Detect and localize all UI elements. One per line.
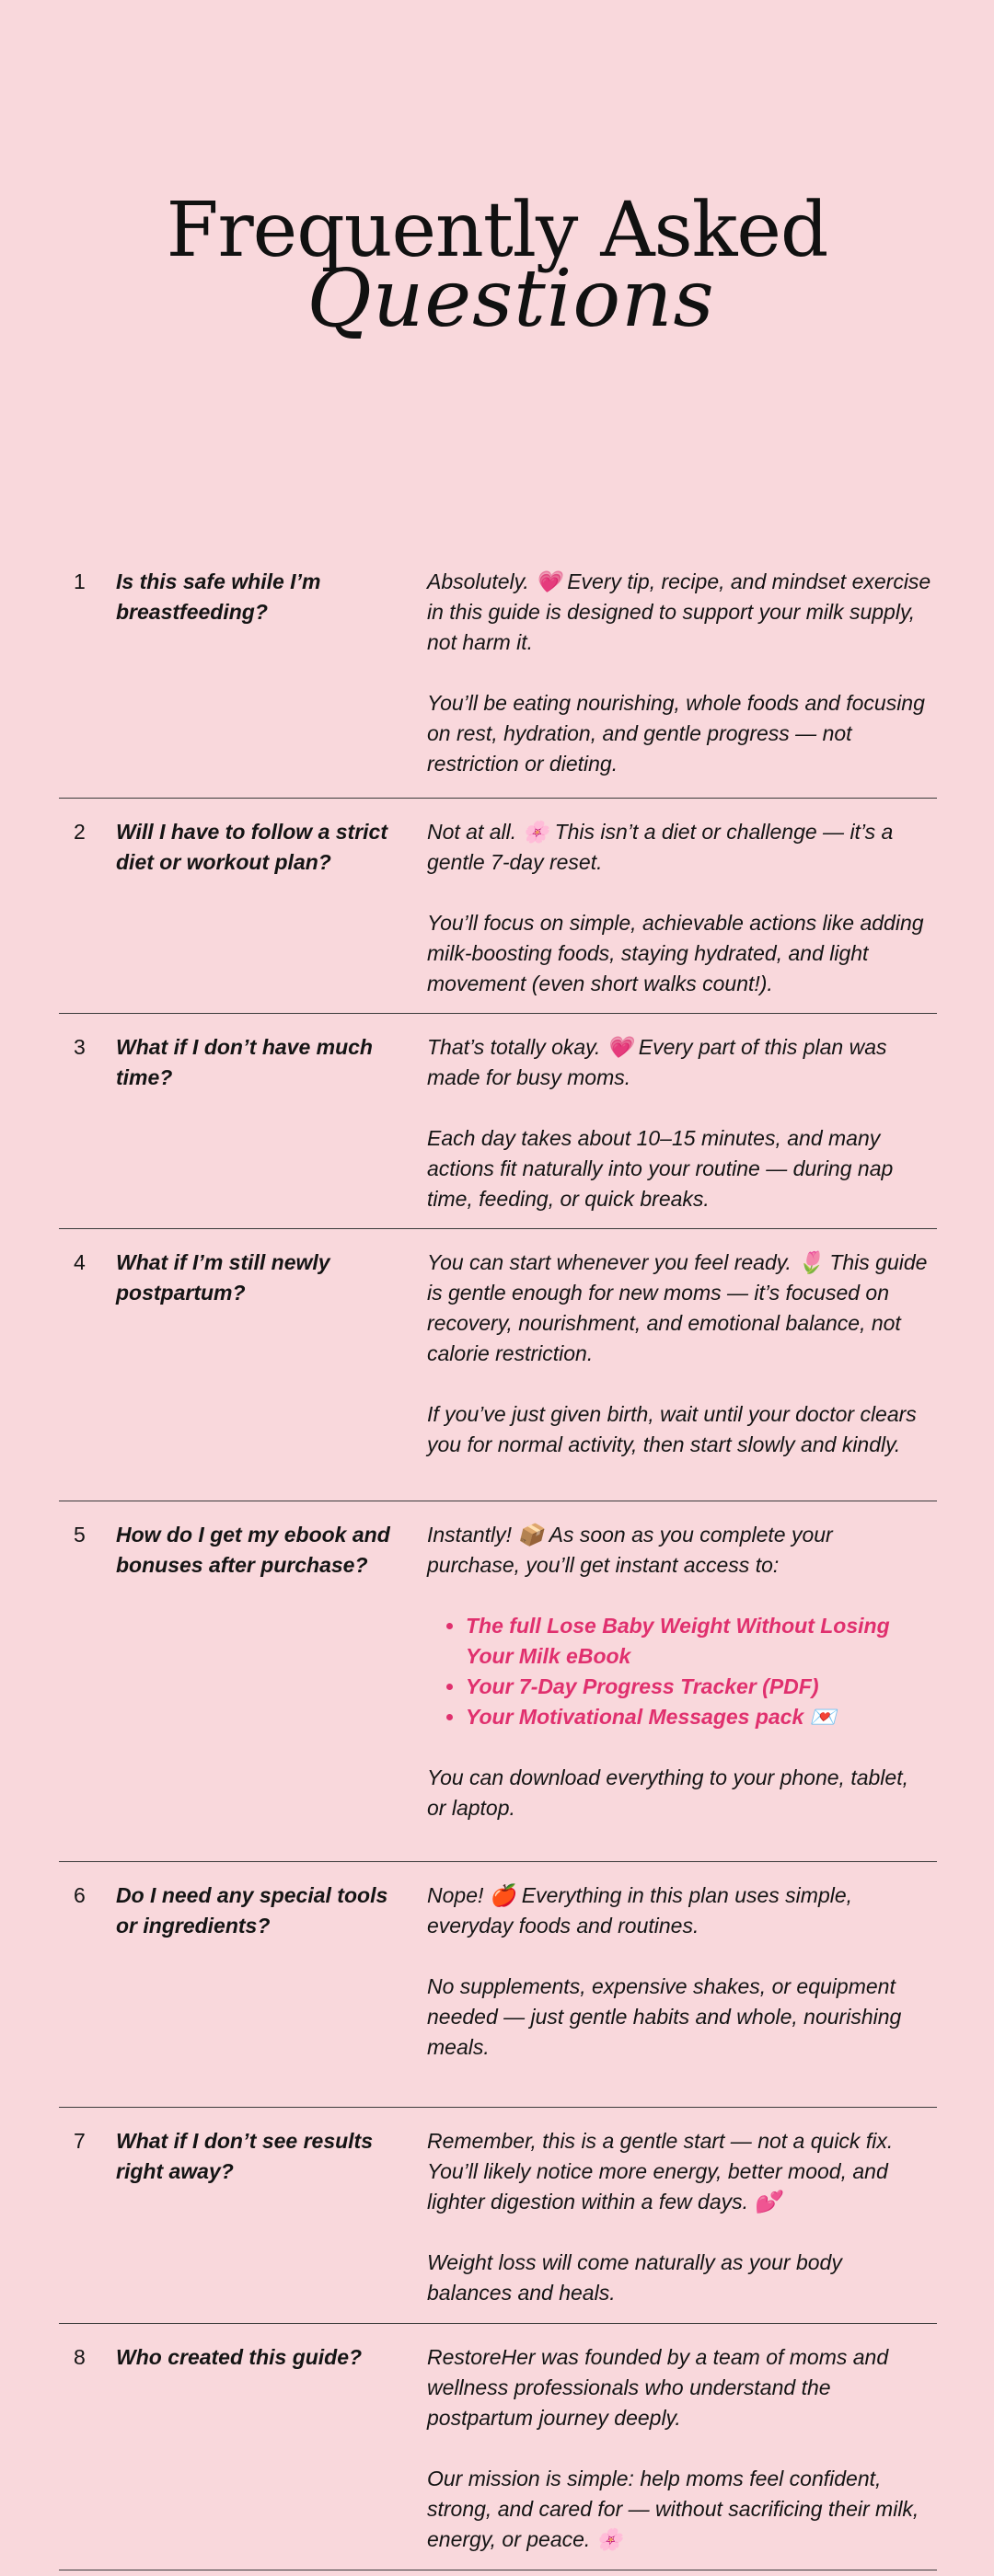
faq-question: Will I have to follow a strict diet or workout plan? xyxy=(116,820,388,874)
faq-answer xyxy=(427,567,937,777)
faq-question: What if I don’t see results right away? xyxy=(116,2129,374,2183)
faq-number: 3 xyxy=(74,1035,86,1059)
faq-answer xyxy=(427,817,937,993)
faq-number: 6 xyxy=(74,1883,86,1907)
faq-row xyxy=(59,1862,937,2108)
faq-row xyxy=(59,548,937,799)
faq-answer xyxy=(427,2342,937,2549)
faq-row xyxy=(59,2108,937,2324)
faq-answer-paragraph: Remember, this is a gentle start — not a quick fix. You’ll likely notice more energy, better mood, and lighter digestion within a few days. 💕 xyxy=(427,2129,894,2214)
faq-row xyxy=(59,1229,937,1501)
bonus-list-item: • Your 7-Day Progress Tracker (PDF) xyxy=(466,1672,931,1702)
faq-row xyxy=(59,1501,937,1862)
faq-answer-paragraph: Instantly! 📦 As soon as you complete your purchase, you’ll get instant access to: xyxy=(427,1523,833,1577)
faq-table xyxy=(59,548,937,2570)
faq-number: 5 xyxy=(74,1523,86,1547)
faq-question: What if I’m still newly postpartum? xyxy=(116,1250,330,1305)
faq-answer-paragraph: No supplements, expensive shakes, or equipment needed — just gentle habits and whole, nourishing meals. xyxy=(427,1974,902,2059)
faq-question: Is this safe while I’m breastfeeding? xyxy=(116,569,321,624)
bonus-list-item: • Your Motivational Messages pack 💌 xyxy=(466,1702,931,1732)
faq-answer xyxy=(427,1248,937,1480)
faq-answer xyxy=(427,2126,937,2303)
faq-answer xyxy=(427,1032,937,1211)
faq-answer-paragraph: Weight loss will come naturally as your body balances and heals. xyxy=(427,2250,842,2305)
title-line-1: Frequently Asked xyxy=(166,187,828,274)
bonus-list-item: • The full Lose Baby Weight Without Losing Your Milk eBook xyxy=(466,1611,931,1672)
faq-row xyxy=(59,799,937,1014)
faq-row xyxy=(59,1014,937,1229)
faq-question: How do I get my ebook and bonuses after purchase? xyxy=(116,1523,390,1577)
faq-answer-paragraph: If you’ve just given birth, wait until your doctor clears you for normal activity, then start slowly and kindly. xyxy=(427,1402,917,1456)
title-line-2: Questions xyxy=(306,253,715,345)
faq-question: What if I don’t have much time? xyxy=(116,1035,373,1089)
faq-question: Do I need any special tools or ingredients? xyxy=(116,1883,388,1938)
faq-answer-paragraph: You’ll focus on simple, achievable actions like adding milk-boosting foods, staying hydrated, and light movement (even short walks count!). xyxy=(427,911,924,995)
faq-question: Who created this guide? xyxy=(116,2345,363,2369)
faq-answer xyxy=(427,1520,937,1841)
faq-answer-paragraph: You can download everything to your phone, tablet, or laptop. xyxy=(427,1765,908,1820)
faq-answer-paragraph: Each day takes about 10–15 minutes, and many actions fit naturally into your routine — during nap time, feeding, or quick breaks. xyxy=(427,1126,894,1211)
faq-answer-paragraph: Our mission is simple: help moms feel confident, strong, and cared for — without sacrificing their milk, energy, or peace. 🌸 xyxy=(427,2467,919,2551)
faq-number: 8 xyxy=(74,2345,86,2369)
faq-answer-paragraph: Not at all. 🌸 This isn’t a diet or challenge — it’s a gentle 7-day reset. xyxy=(427,820,894,874)
faq-number: 2 xyxy=(74,820,86,844)
faq-number: 7 xyxy=(74,2129,86,2153)
faq-answer-paragraph: You’ll be eating nourishing, whole foods and focusing on rest, hydration, and gentle progress — not restriction or dieting. xyxy=(427,691,925,776)
faq-answer-paragraph: That’s totally okay. 💗 Every part of this plan was made for busy moms. xyxy=(427,1035,887,1089)
bonus-list xyxy=(427,1611,931,1732)
faq-number: 1 xyxy=(74,569,86,593)
faq-answer-paragraph: You can start whenever you feel ready. 🌷 This guide is gentle enough for new moms — it’s focused on recovery, nourishment, and emotional balance, not calorie restriction. xyxy=(427,1250,928,1365)
faq-answer-paragraph: RestoreHer was founded by a team of moms and wellness professionals who understand the postpartum journey deeply. xyxy=(427,2345,889,2430)
faq-row xyxy=(59,2324,937,2570)
faq-answer-paragraph: Nope! 🍎 Everything in this plan uses simple, everyday foods and routines. xyxy=(427,1883,853,1938)
faq-answer xyxy=(427,1880,937,2087)
faq-number: 4 xyxy=(74,1250,86,1274)
faq-heading xyxy=(0,187,994,345)
faq-answer-paragraph: Absolutely. 💗 Every tip, recipe, and mindset exercise in this guide is designed to support your milk supply, not harm it. xyxy=(427,569,931,654)
